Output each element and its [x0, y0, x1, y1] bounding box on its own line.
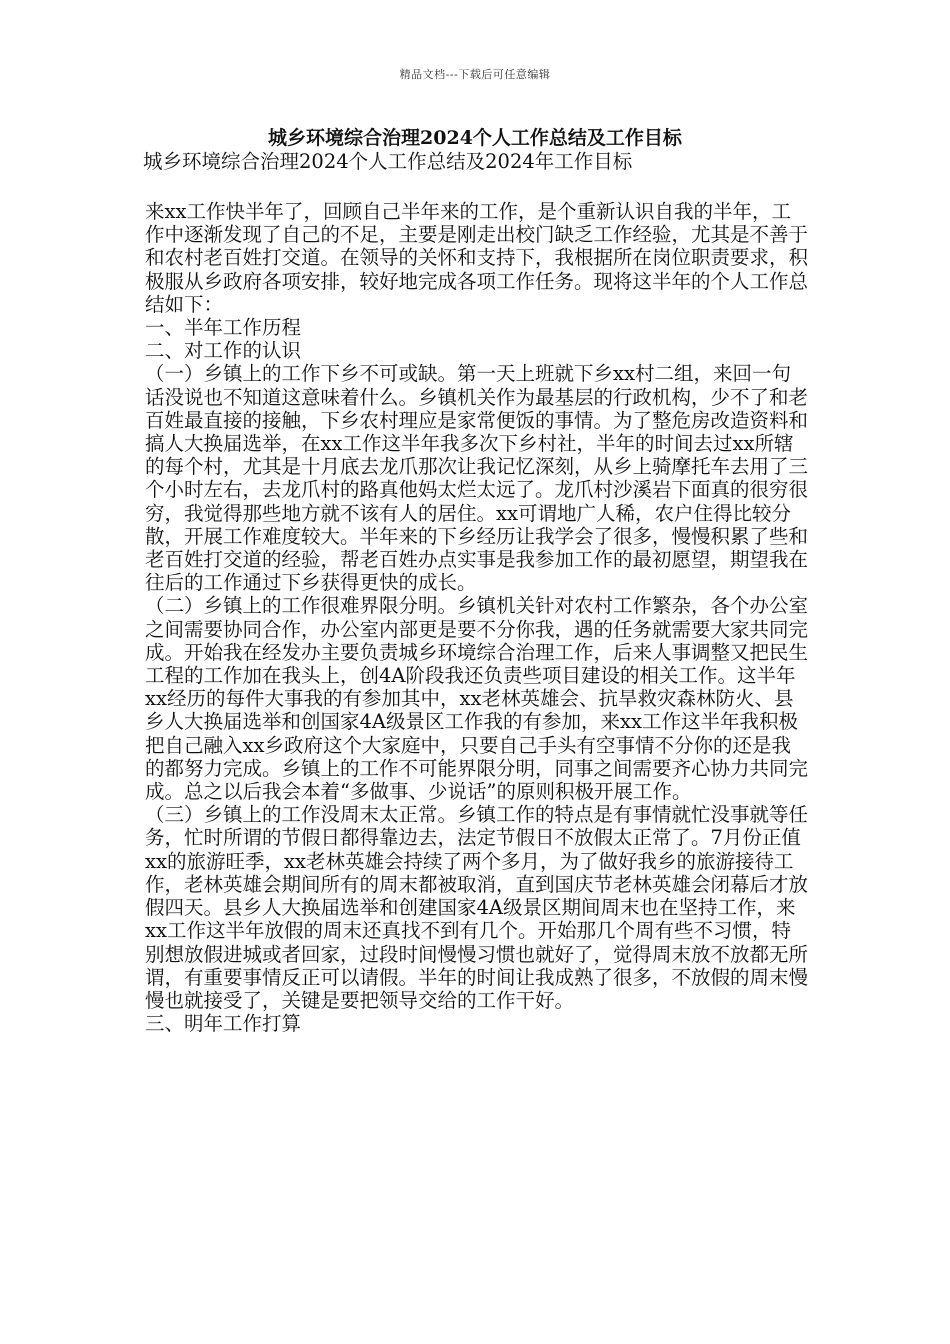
document-body — [145, 200, 810, 1035]
section-heading-2: 二、对工作的认识 — [145, 339, 302, 363]
document-subtitle: 城乡环境综合治理2024个人工作总结及2024年工作目标 — [143, 150, 633, 173]
subsection-paragraph-1: （一）乡镇上的工作下乡不可或缺。第一天上班就下乡xx村二组，来回一句话没说也不知道这意味着什么。乡镇机关作为最基层的行政机构，少不了和老百姓最直接的接触，下乡农村理应是家常便饭的事情。为了整危房改造资料和搞人大换届选举，在xx工作这半年我多次下乡村社，半年的时间去过xx所辖的每个村，尤其是十月底去龙爪那次让我记忆深刻，从乡上骑摩托车去用了三个小时左右，去龙爪村的路真他妈太烂太远了。龙爪村沙溪岩下面真的很穷很穷，我觉得那些地方就不该有人的居住。xx可谓地广人稀，农户住得比较分散，开展工作难度较大。半年来的下乡经历让我学会了很多，慢慢积累了些和老百姓打交道的经验，帮老百姓办点实事是我参加工作的最初愿望，期望我在往后的工作通过下乡获得更快的成长。 — [145, 362, 809, 595]
subsection-paragraph-2: （二）乡镇上的工作很难界限分明。乡镇机关针对农村工作繁杂，各个办公室之间需要协同合作，办公室内部更是要不分你我，遇的任务就需要大家共同完成。开始我在经发办主要负责城乡环境综合治理工作，后来人事调整又把民生工程的工作加在我头上，创4A阶段我还负责些项目建设的相关工作。这半年xx经历的每件大事我的有参加其中，xx老林英雄会、抗旱救灾森林防火、县乡人大换届选举和创国家4A级景区工作我的有参加，来xx工作这半年我积极把自己融入xx乡政府这个大家庭中，只要自己手头有空事情不分你的还是我的都努力完成。乡镇上的工作不可能界限分明，同事之间需要齐心协力共同完成。总之以后我会本着“多做事、少说话”的原则积极开展工作。 — [145, 594, 809, 804]
page-header-watermark: 精品文档---下载后可任意编辑 — [399, 68, 551, 81]
subsection-paragraph-3: （三）乡镇上的工作没周末太正常。乡镇工作的特点是有事情就忙没事就等任务，忙时所谓的节假日都得靠边去，法定节假日不放假太正常了。7月份正值xx的旅游旺季，xx老林英雄会持续了两个多月，为了做好我乡的旅游接待工作，老林英雄会期间所有的周末都被取消，直到国庆节老林英雄会闭幕后才放假四天。县乡人大换届选举和创建国家4A级景区期间周末也在坚持工作，来xx工作这半年放假的周末还真找不到有几个。开始那几个周有些不习惯，特别想放假进城或者回家，过段时间慢慢习惯也就好了，觉得周末放不放都无所谓，有重要事情反正可以请假。半年的时间让我成熟了很多，不放假的周末慢慢也就接受了，关键是要把领导交给的工作干好。 — [145, 803, 809, 1012]
document-title: 城乡环境综合治理2024个人工作总结及工作目标 — [268, 127, 682, 149]
section-heading-3: 三、明年工作打算 — [145, 1012, 302, 1036]
intro-paragraph: 来xx工作快半年了，回顾自己半年来的工作，是个重新认识自我的半年，工作中逐渐发现了自己的不足，主要是刚走出校门缺乏工作经验，尤其是不善于和农村老百姓打交道。在领导的关怀和支持下，我根据所在岗位职责要求，积极服从乡政府各项安排，较好地完成各项工作任务。现将这半年的个人工作总结如下： — [145, 200, 809, 316]
section-heading-1: 一、半年工作历程 — [145, 316, 302, 340]
